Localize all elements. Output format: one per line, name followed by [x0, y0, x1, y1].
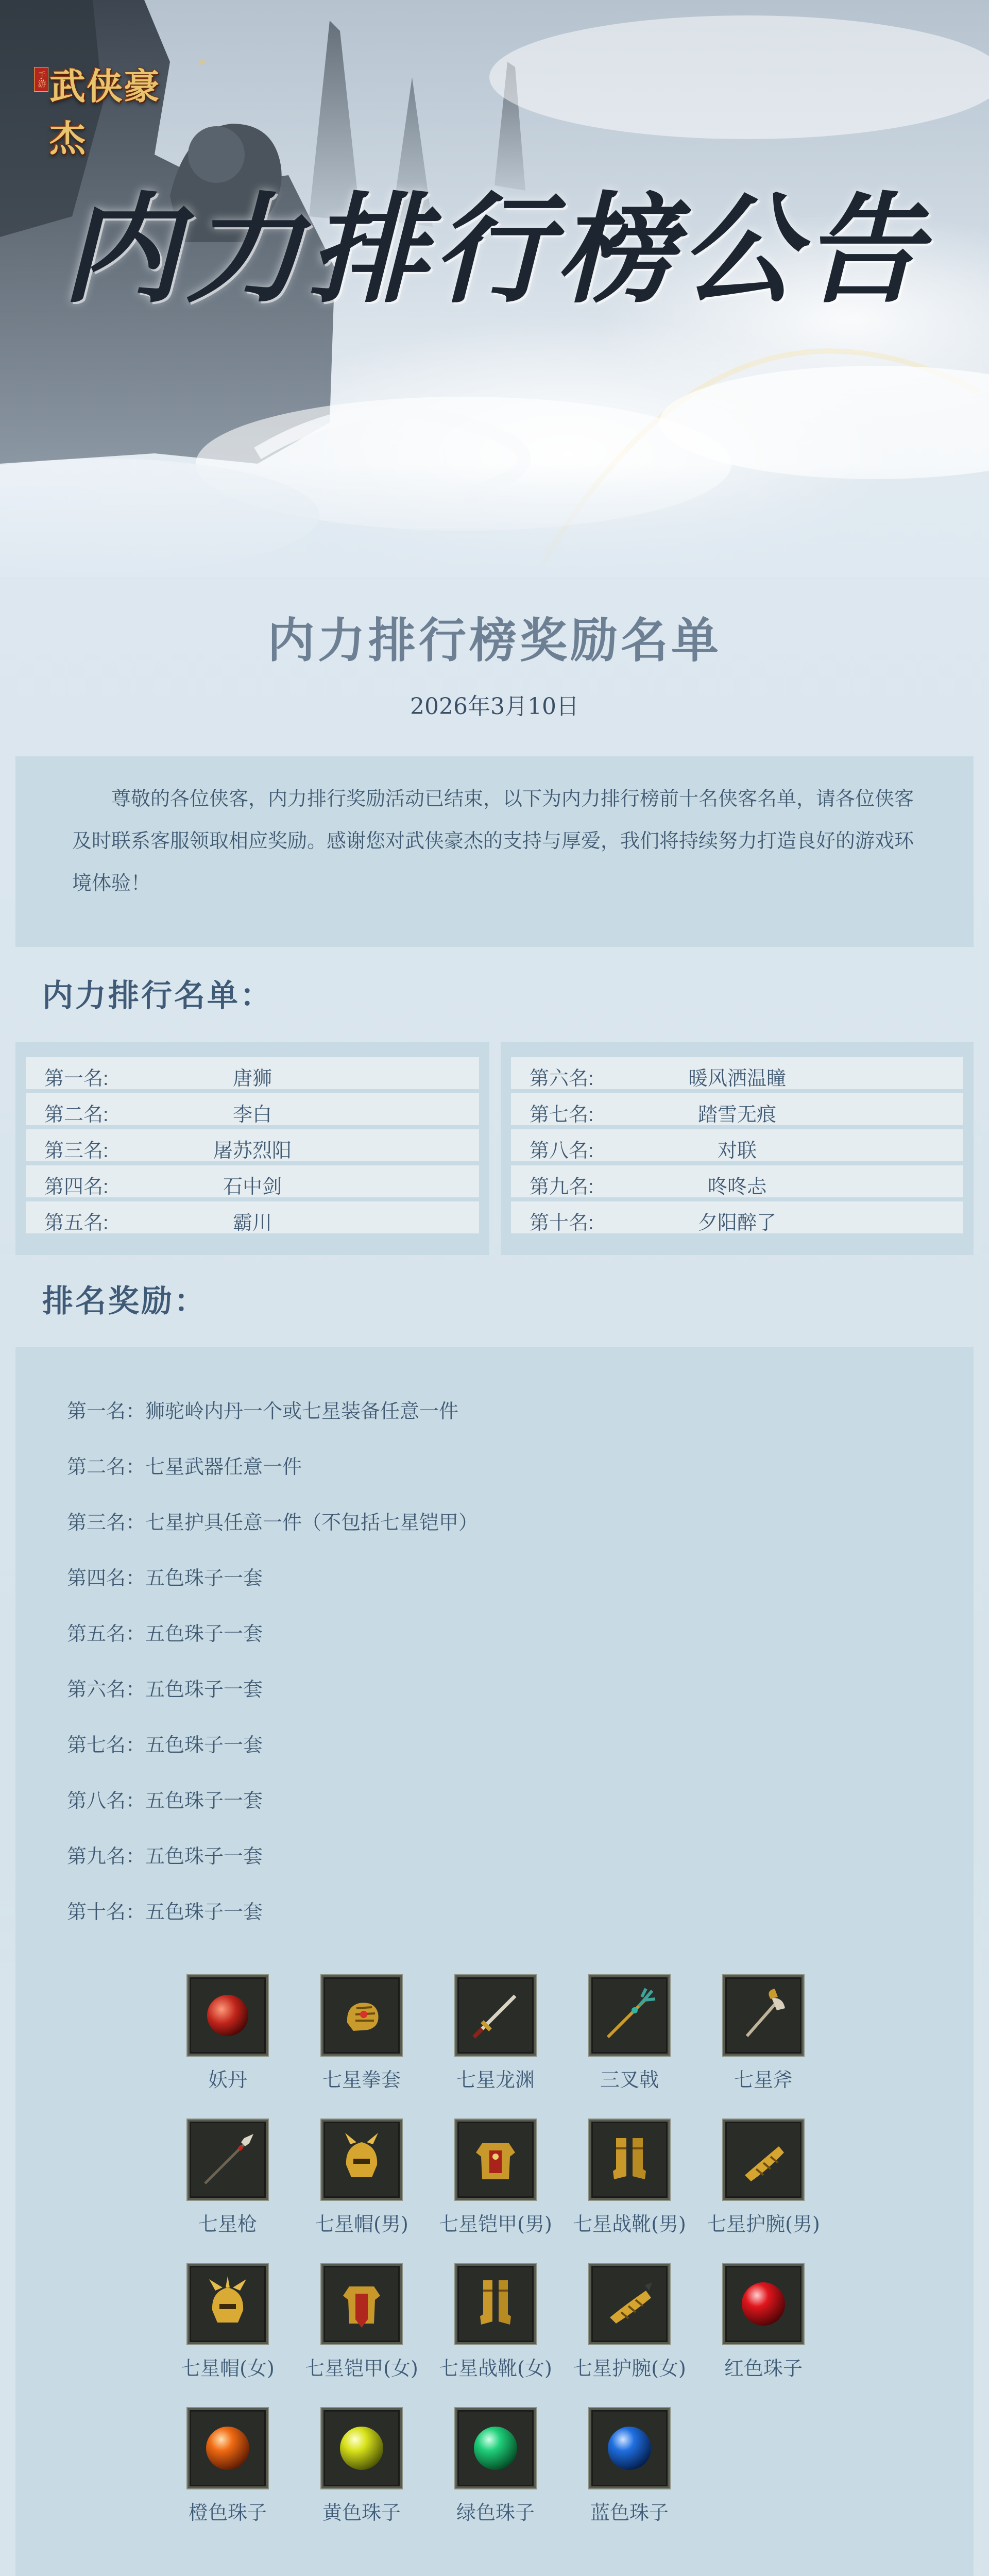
item-frame: [455, 1975, 536, 2056]
item-label: 七星铠甲(女): [305, 2357, 418, 2380]
rank-position: 第七名:: [530, 1104, 594, 1126]
item-frame: [321, 1975, 402, 2056]
intro-panel: [15, 756, 974, 947]
reward-line: 第三名：七星护具任意一件（不包括七星铠甲）: [67, 1512, 479, 1534]
banner-title: 内力排行榜公告: [62, 180, 927, 319]
table-row: [26, 1129, 479, 1161]
rank-name: 踏雪无痕: [697, 1104, 776, 1126]
sword-icon: [462, 1981, 530, 2049]
yellow-orb-icon: [328, 2414, 396, 2482]
item-label: 蓝色珠子: [590, 2501, 669, 2524]
item-label: 三叉戟: [600, 2069, 659, 2091]
fist-glove-icon: [328, 1981, 396, 2049]
item-label: 绿色珠子: [456, 2501, 535, 2524]
reward-line: 第九名：五色珠子一套: [67, 1846, 263, 1868]
rank-position: 第三名:: [44, 1140, 109, 1162]
rank-name: 李白: [232, 1104, 272, 1126]
item-frame: [455, 2120, 536, 2200]
rank-name: 暖风洒温瞳: [688, 1068, 786, 1090]
item-frame: [589, 2264, 670, 2344]
bracer-icon: [595, 2270, 663, 2338]
rank-position: 第八名:: [530, 1140, 594, 1162]
boots-icon: [462, 2270, 530, 2338]
table-row: [26, 1201, 479, 1233]
axe-icon: [729, 1981, 797, 2049]
item-label: 七星龙渊: [456, 2069, 535, 2091]
item-label: 七星铠甲(男): [439, 2213, 552, 2235]
rank-name: 对联: [717, 1140, 757, 1162]
green-orb-icon: [462, 2414, 530, 2482]
trident-icon: [595, 1981, 663, 2049]
page-title: 内力排行榜奖励名单: [267, 613, 722, 668]
item-frame: [187, 2408, 268, 2488]
hero-fade: [0, 464, 989, 577]
ranking-table-left: [15, 1042, 489, 1255]
rank-name: 咚咚忐: [707, 1176, 766, 1198]
rank-name: 石中剑: [223, 1176, 282, 1198]
table-row: [511, 1129, 963, 1161]
item-label: 七星帽(女): [181, 2357, 275, 2380]
item-label: 七星战靴(女): [439, 2357, 552, 2380]
item-frame: [321, 2264, 402, 2344]
reward-line: 第二名：七星武器任意一件: [67, 1456, 302, 1478]
logo-text: 武侠豪杰: [49, 65, 161, 160]
reward-line: 第七名：五色珠子一套: [67, 1735, 263, 1756]
armor-icon: [462, 2126, 530, 2194]
item-frame: [589, 2408, 670, 2488]
rank-position: 第六名:: [530, 1068, 594, 1090]
item-frame: [187, 2264, 268, 2344]
item-label: 橙色珠子: [188, 2501, 267, 2524]
item-label: 七星斧: [734, 2069, 793, 2091]
helmet-icon: [328, 2126, 396, 2194]
rank-position: 第五名:: [44, 1212, 109, 1234]
table-row: [26, 1057, 479, 1089]
rank-position: 第十名:: [530, 1212, 594, 1234]
table-row: [26, 1093, 479, 1125]
demon-pill-icon: [194, 1981, 262, 2049]
item-frame: [187, 2120, 268, 2200]
table-row: [511, 1057, 963, 1089]
logo-badge: 手游: [34, 67, 48, 92]
reward-line: 第六名：五色珠子一套: [67, 1679, 263, 1701]
item-label: 七星战靴(男): [573, 2213, 686, 2235]
reward-line: 第八名：五色珠子一套: [67, 1790, 263, 1812]
boots-icon: [595, 2126, 663, 2194]
hero-banner: [0, 0, 989, 577]
item-label: 七星护腕(男): [707, 2213, 820, 2235]
rank-name: 屠苏烈阳: [213, 1140, 292, 1162]
logo-trademark: TM: [195, 58, 207, 67]
rank-position: 第九名:: [530, 1176, 594, 1198]
page-date: 2026年3月10日: [410, 693, 579, 720]
table-row: [511, 1093, 963, 1125]
item-frame: [455, 2408, 536, 2488]
item-frame: [187, 1975, 268, 2056]
item-label: 妖丹: [208, 2069, 247, 2091]
red-orb-icon: [729, 2270, 797, 2338]
spear-icon: [194, 2126, 262, 2194]
rank-position: 第二名:: [44, 1104, 109, 1126]
game-logo: [20, 27, 207, 160]
table-row: [511, 1201, 963, 1233]
item-frame: [321, 2120, 402, 2200]
table-row: [511, 1165, 963, 1197]
orange-orb-icon: [194, 2414, 262, 2482]
item-frame: [723, 2120, 804, 2200]
rewards-heading: 排名奖励：: [42, 1283, 207, 1319]
item-frame: [589, 1975, 670, 2056]
ranking-table-right: [501, 1042, 974, 1255]
intro-text: 尊敬的各位侠客，内力排行奖励活动已结束，以下为内力排行榜前十名侠客名单，请各位侠客及时联系客服领取相应奖励。感谢您对武侠豪杰的支持与厚爱，我们将持续努力打造良好的游戏环境体验！: [72, 788, 914, 894]
item-frame: [723, 1975, 804, 2056]
reward-line: 第十名：五色珠子一套: [67, 1902, 263, 1923]
item-label: 七星枪: [198, 2213, 257, 2235]
item-label: 七星拳套: [322, 2069, 401, 2091]
reward-line: 第五名：五色珠子一套: [67, 1623, 263, 1645]
item-label: 七星护腕(女): [573, 2357, 686, 2380]
reward-line: 第四名：五色珠子一套: [67, 1568, 263, 1589]
item-label: 七星帽(男): [315, 2213, 408, 2235]
blue-orb-icon: [595, 2414, 663, 2482]
rank-name: 霸川: [232, 1212, 272, 1234]
item-frame: [455, 2264, 536, 2344]
rank-position: 第一名:: [44, 1068, 109, 1090]
bracer-icon: [729, 2126, 797, 2194]
item-label: 黄色珠子: [322, 2501, 401, 2524]
helmet-icon: [194, 2270, 262, 2338]
rank-name: 夕阳醉了: [697, 1212, 776, 1234]
armor-icon: [328, 2270, 396, 2338]
rank-name: 唐狮: [232, 1068, 272, 1090]
reward-line: 第一名：狮驼岭内丹一个或七星装备任意一件: [67, 1401, 459, 1422]
item-label: 红色珠子: [724, 2357, 803, 2380]
rank-position: 第四名:: [44, 1176, 109, 1198]
ranking-heading: 内力排行名单：: [42, 978, 273, 1014]
item-frame: [321, 2408, 402, 2488]
table-row: [26, 1165, 479, 1197]
item-frame: [589, 2120, 670, 2200]
item-frame: [723, 2264, 804, 2344]
